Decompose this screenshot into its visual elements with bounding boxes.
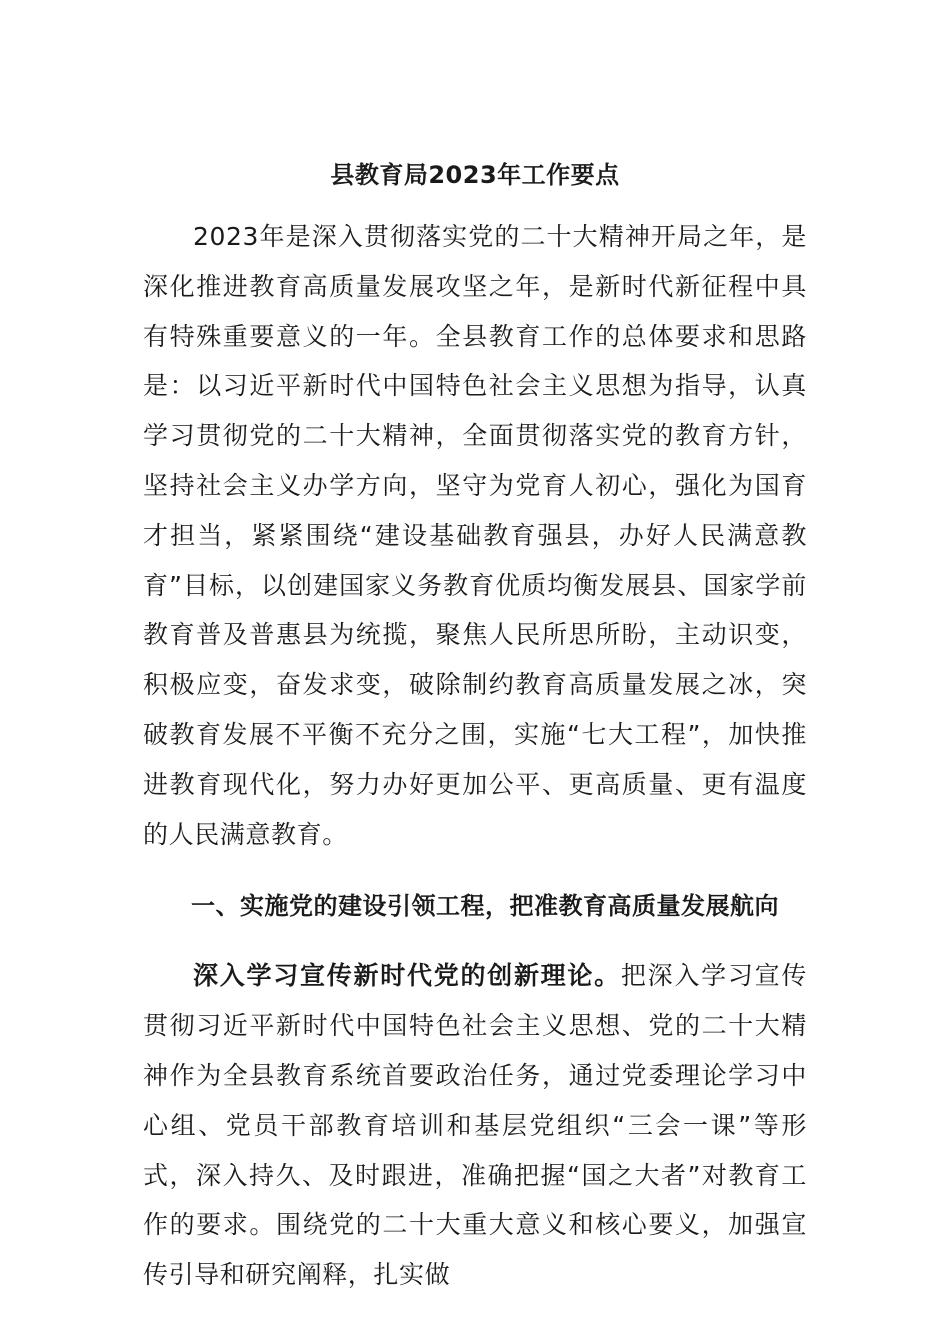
paragraph-body-text: 把深入学习宣传贯彻习近平新时代中国特色社会主义思想、党的二十大精神作为全县教育系统首要政治任务，通过党委理论学习中心组、党员干部教育培训和基层党组织“三会一课”等形式，深入持久、及时跟进，准确把握“国之大者”对教育工作的要求。围绕党的二十大重大意义和核心要义，加强宣传引导和研究阐释，扎实做	[143, 961, 807, 1290]
paragraph-lead-phrase: 深入学习宣传新时代党的创新理论。	[193, 961, 621, 991]
intro-paragraph: 2023年是深入贯彻落实党的二十大精神开局之年，是深化推进教育高质量发展攻坚之年，是新时代新征程中具有特殊重要意义的一年。全县教育工作的总体要求和思路是：以习近平新时代中国特色社会主义思想为指导，认真学习贯彻党的二十大精神，全面贯彻落实党的教育方针，坚持社会主义办学方向，坚守为党育人初心，强化为国育才担当，紧紧围绕“建设基础教育强县，办好人民满意教育”目标，以创建国家义务教育优质均衡发展县、国家学前教育普及普惠县为统揽，聚焦人民所思所盼，主动识变，积极应变，奋发求变，破除制约教育高质量发展之冰，突破教育发展不平衡不充分之围，实施“七大工程”，加快推进教育现代化，努力办好更加公平、更高质量、更有温度的人民满意教育。	[143, 222, 807, 849]
section-1-heading: 一、实施党的建设引领工程，把准教育高质量发展航向	[191, 892, 779, 921]
document-title: 县教育局2023年工作要点	[330, 161, 620, 189]
document-page	[143, 150, 807, 1300]
section-1-paragraph-1	[143, 951, 807, 1300]
